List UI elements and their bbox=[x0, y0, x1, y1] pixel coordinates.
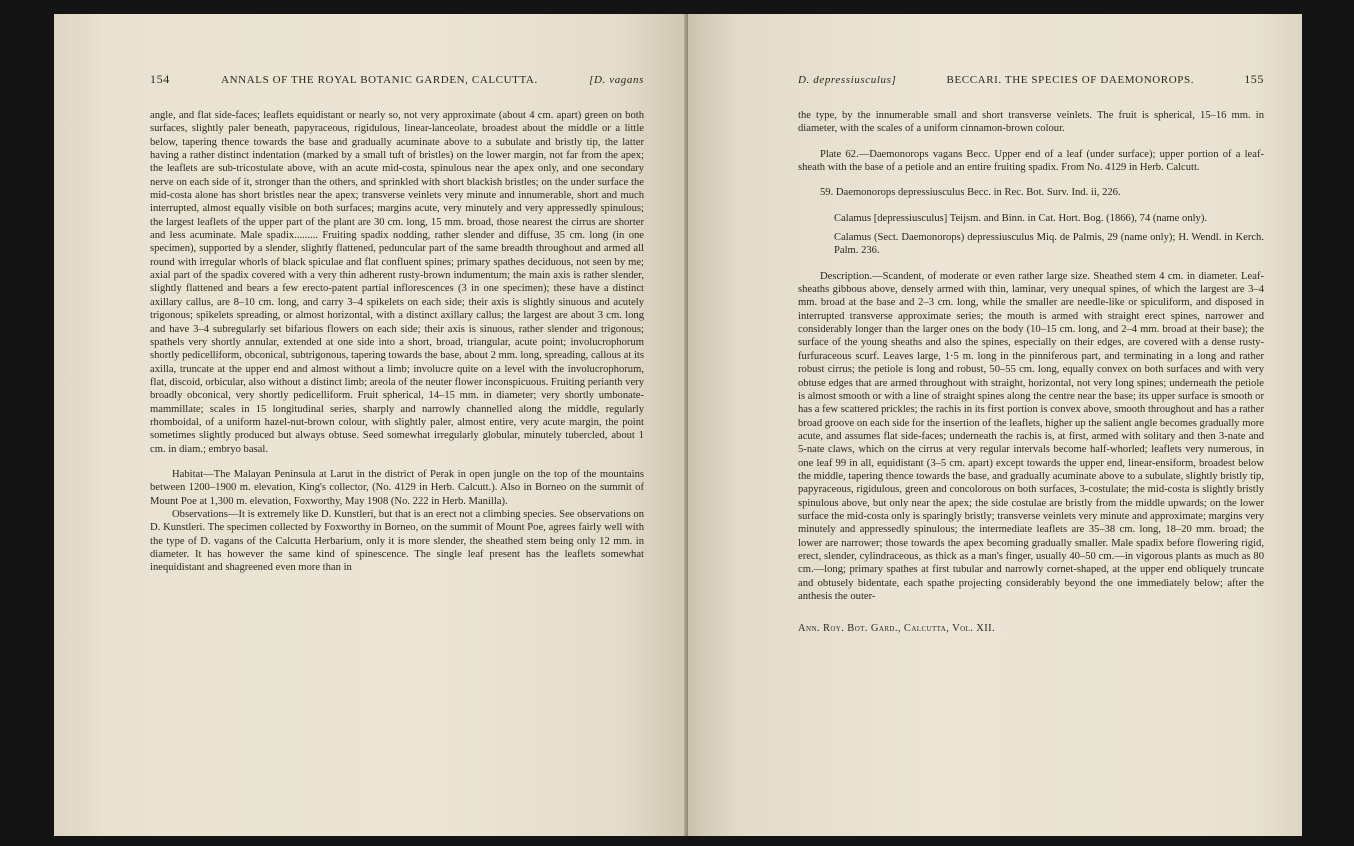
right-page-body bbox=[798, 109, 1264, 603]
plate-caption: Plate 62.—Daemonorops vagans Becc. Upper end of a leaf (under surface); upper portion of a leaf-sheath with the base of a petiole and an entire fruiting spadix. From No. 4129 in Herb. Calcutt. bbox=[798, 148, 1264, 174]
habitat-paragraph: Habitat—The Malayan Peninsula at Larut in the district of Perak in open jungle on the top of the mountains between 1200–1900 m. elevation, King's collector, (No. 4129 in Herb. Calcutt.). Also in Borneo on the summit of Mount Poe at 1,300 m. elevation, Foxworthy, May 1908 (No. 222 in Herb. Manilla). bbox=[150, 468, 644, 507]
paragraph: angle, and flat side-faces; leaflets equidistant or nearly so, not very approximate (about 4 cm. apart) green on both surfaces, slightly paler beneath, papyraceous, rigidulous, linear-lanceolate, broadest about the middle or a little below, tapering thence towards the base and gradually acuminate above to a subulate and bristly tip, the latter having a rather distinct indentation (marked by a small tuft of bristles) on the lower margin, not far from the apex; the leaflets are sub-tricostulate above, with an acute mid-costa, spinulous near the apex only, and one secondary nerve on each side of it, stronger than the others, and sprinkled with short blackish bristles; on the under surface the mid-costa alone has short bristles near the apex; transverse veinlets very minute and innumerable, short and much interrupted, almost equally visible on both surfaces; margins acute, very minutely and very appressedly spinulous; the largest leaflets of the upper part of the plant are 30 cm. long, 15 mm. broad, those nearest the cirrus are shorter and less acuminate. Male spadix......... Fruiting spadix nodding, rather slender and diffuse, 35 cm. long (in one specimen), supported by a slender, slightly flattened, peduncular part of the same breadth throughout and armed all round with irregular whorls of black spiculae and flat confluent spines; primary spathes deciduous, not seen by me; axial part of the spadix covered with a very thin adherent rusty-brown indumentum; the main axis is rather slender, slightly flattened and bears a few erecto-patent partial inflorescences (3 in one specimen); these have a distinct axillary callus, are 8–10 cm. long, and carry 3–4 spikelets on each side; their axis is slightly sinuous and acutely trigonous; spikelets spreading, or almost horizontal, with a distinct axillary callus; the largest are about 3 cm. long and have 3–4 subregularly set bifarious flowers on each side; their axis is sinuous, rather slender and trigonous; spathels very shortly annular, extended at one side into a short, broad, triangular, acute point; involucrophorum shortly pedicelliform, obconical, subtrigonous, tapering towards the base, about 2 mm. long, spreading, callous at its axilla, truncate at the upper end and almost without a limb; involucre quite on a level with the involucrophorum, flat, discoid, orbicular, also without a distinct limb; areola of the neuter flower inconspicuous. Fruiting perianth very broadly obconical, very shortly pedicelliform. Fruit spherical, 14–15 mm. in diameter; very shortly umbonate-mammillate; scales in 15 longitudinal series, sharply and narrowly channelled along the middle, regularly rhomboidal, of a uniform hazel-nut-brown colour, with slightly paler, almost entire, very acute margin, the point sometimes slightly produced but always obtuse. Seed somewhat irregularly globular, minutely tubercled, about 1 cm. in diam.; embryo basal. bbox=[150, 110, 644, 455]
page-number: 155 bbox=[1244, 72, 1264, 86]
right-page-header bbox=[798, 72, 1264, 87]
left-page-body bbox=[150, 109, 644, 575]
right-page bbox=[688, 14, 1302, 836]
running-title: BECCARI. THE SPECIES OF DAEMONOROPS. bbox=[946, 74, 1195, 86]
left-page-header bbox=[150, 72, 644, 87]
left-page bbox=[54, 14, 686, 836]
page-number: 154 bbox=[150, 72, 170, 86]
paragraph: the type, by the innumerable small and short transverse veinlets. The fruit is spherical, 15–16 mm. in diameter, with the scales of a uniform cinnamon-brown colour. bbox=[798, 110, 1264, 135]
running-title: ANNALS OF THE ROYAL BOTANIC GARDEN, CALCUTTA. bbox=[221, 74, 538, 86]
running-tag: [D. vagans bbox=[589, 74, 644, 86]
synonym: Calamus (Sect. Daemonorops) depressiusculus Miq. de Palmis, 29 (name only); H. Wendl. in Kerch. Palm. 236. bbox=[834, 232, 1264, 257]
running-tag: D. depressiusculus] bbox=[798, 74, 897, 86]
page-footer: Ann. Roy. Bot. Gard., Calcutta, Vol. XII. bbox=[798, 623, 996, 635]
species-heading: 59. Daemonorops depressiusculus Becc. in Rec. Bot. Surv. Ind. ii, 226. bbox=[820, 187, 1121, 199]
description-paragraph: Description.—Scandent, of moderate or even rather large size. Sheathed stem 4 cm. in diameter. Leaf-sheaths gibbous above, densely armed with thin, laminar, very unequal spines, of which the largest are 3–4 mm. broad at the base and 2–3 cm. long, while the smaller are needle-like or spiculiform, and disposed in interrupted transverse approximate series; the mouth is armed with straight erect spines, narrower and considerably longer than the larger ones on the body (10–15 cm. long, and 2–4 mm. broad at their base); the surface of the young sheaths and also the spines, especially on their edges, are covered with a dense rusty-furfuraceous scurf. Leaves large, 1·5 m. long in the pinniferous part, and terminating in a long and rather robust cirrus; the petiole is long and robust, 50–55 cm. long, equally convex on both surfaces and with very obtuse edges that are armed throughout with straight, horizontal, not very long spines; underneath the petiole is almost smooth or with a line of straight spines along the centre near the base; its upper surface is smooth or has a few scattered prickles; the rachis in its first portion is convex above, smooth throughout and has a rather broad groove on each side for the insertion of the leaflets, higher up the salient angle becomes gradually more acute, and assumes flat side-faces; underneath the rachis is, at first, armed with solitary and then 3-nate and 5-nate claws, which on the cirrus at very regular intervals become half-whorled; leaflets very numerous, in one leaf 99 in all, equidistant (3–5 cm. apart) except towards the upper end, linear-ensiform, broadest below the middle, tapering thence towards the base, and gradually acuminate above to a subulate, slightly bristly tip, papyraceous, rigidulous, green and concolorous on both surfaces, 3-costulate; the mid-costa is slightly bristly spinulous above, but only near the apex; the side costulae are bristly from the middle upwards; on the lower surface the mid-costa only is sparingly bristly; transverse veinlets very minute and approximate; margins very minutely and appressedly spinulous; the intermediate leaflets are 35–38 cm. long, 18–20 mm. broad; the lower are narrower; those towards the apex becoming gradually smaller. Male spadix before flowering rigid, erect, slender, cylindraceous, as thick as a man's finger, usually 40–50 cm.—in vigorous plants as much as 80 cm.—long; primary spathes at first tubular and narrowly cornet-shaped, at the upper end obliquely truncate and obtusely bidentate, each spathe projecting considerably beyond the one immediately below; after the anthesis the outer- bbox=[798, 270, 1264, 602]
synonym: Calamus [depressiusculus] Teijsm. and Binn. in Cat. Hort. Bog. (1866), 74 (name only). bbox=[834, 212, 1208, 224]
book-spread bbox=[14, 14, 1340, 836]
observations-paragraph: Observations—It is extremely like D. Kunstleri, but that is an erect not a climbing species. See observations on D. Kunstleri. The specimen collected by Foxworthy in Borneo, on the summit of Mount Poe, agrees fairly well with the type of D. vagans of the Calcutta Herbarium, only it is more slender, the sheathed stem being only 12 mm. in diameter. It has however the same kind of spinescence. The single leaf present has the leaflets somewhat inequidistant and shagreened even more than in bbox=[150, 508, 644, 574]
